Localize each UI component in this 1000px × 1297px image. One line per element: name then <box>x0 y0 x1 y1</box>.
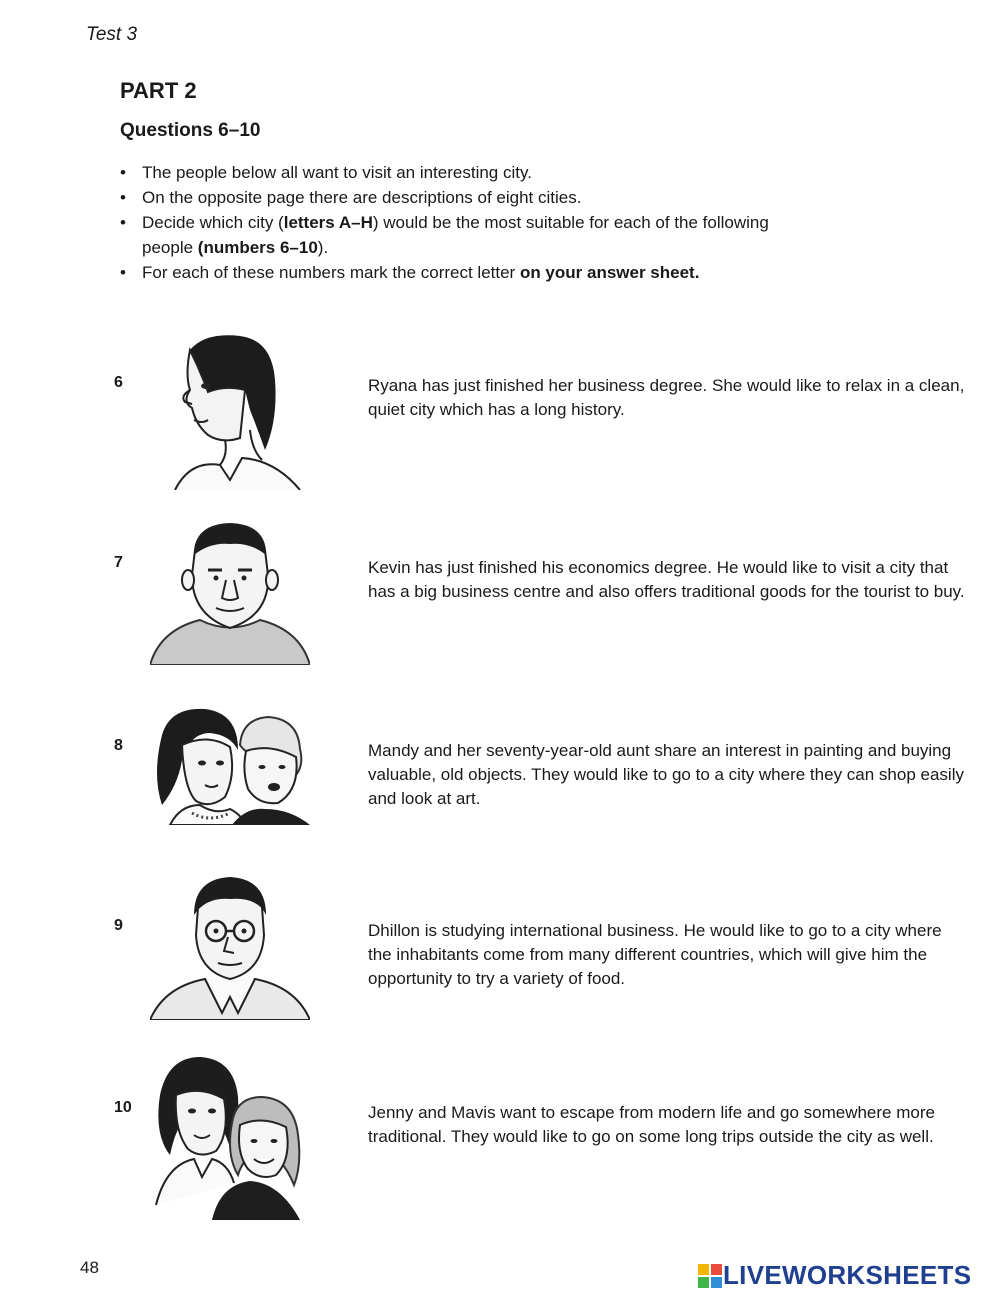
person-description: Kevin has just finished his economics degree. He would like to visit a city that has a big business centre and also offers traditional goods for the tourist to buy. <box>368 558 965 601</box>
instruction-item <box>120 185 820 210</box>
instruction-text: On the opposite page there are descriptions of eight cities. <box>142 188 582 207</box>
instruction-text: The people below all want to visit an interesting city. <box>142 163 532 182</box>
instruction-text: Decide which city ( <box>142 213 284 232</box>
person-description: Jenny and Mavis want to escape from modern life and go somewhere more traditional. They would like to go on some long trips outside the city as well. <box>368 1103 935 1146</box>
liveworksheets-brand[interactable] <box>697 1260 971 1291</box>
instruction-item <box>120 160 820 185</box>
instruction-item <box>120 260 820 285</box>
brand-text: LIVEWORKSHEETS <box>723 1260 972 1290</box>
person-description: Mandy and her seventy-year-old aunt share an interest in painting and buying valuable, old objects. They would like to go to a city where they can shop easily and look at art. <box>368 741 964 808</box>
question-number: 9 <box>114 917 123 934</box>
instruction-text: For each of these numbers mark the correct letter <box>142 263 520 282</box>
instruction-bold: (numbers 6–10 <box>197 238 318 257</box>
instruction-text: ) would be the most suitable for each of the following people <box>142 213 769 257</box>
instruction-bold: letters A–H <box>283 213 373 232</box>
liveworksheets-logo-icon <box>697 1263 723 1289</box>
part-title: PART 2 <box>120 78 197 103</box>
person-description: Dhillon is studying international business. He would like to go to a city where the inhabitants come from many different countries, which will give him the opportunity to try a variety of food. <box>368 921 942 988</box>
page-number: 48 <box>80 1258 99 1277</box>
question-number: 10 <box>114 1099 132 1116</box>
instruction-item <box>120 210 820 260</box>
two-women-illustration <box>150 705 310 825</box>
question-number: 6 <box>114 374 123 391</box>
woman-profile-illustration <box>150 330 310 490</box>
instruction-text: ). <box>317 238 329 257</box>
man-illustration <box>150 520 310 665</box>
two-women-illustration <box>150 1055 310 1220</box>
question-number: 7 <box>114 554 123 571</box>
instructions-list <box>120 160 820 285</box>
test-label: Test 3 <box>86 24 138 45</box>
question-number: 8 <box>114 737 123 754</box>
man-glasses-illustration <box>150 875 310 1020</box>
instruction-bold: on your answer sheet. <box>519 263 700 282</box>
questions-title: Questions 6–10 <box>120 120 261 141</box>
person-description: Ryana has just finished her business degree. She would like to relax in a clean, quiet city which has a long history. <box>368 376 965 419</box>
